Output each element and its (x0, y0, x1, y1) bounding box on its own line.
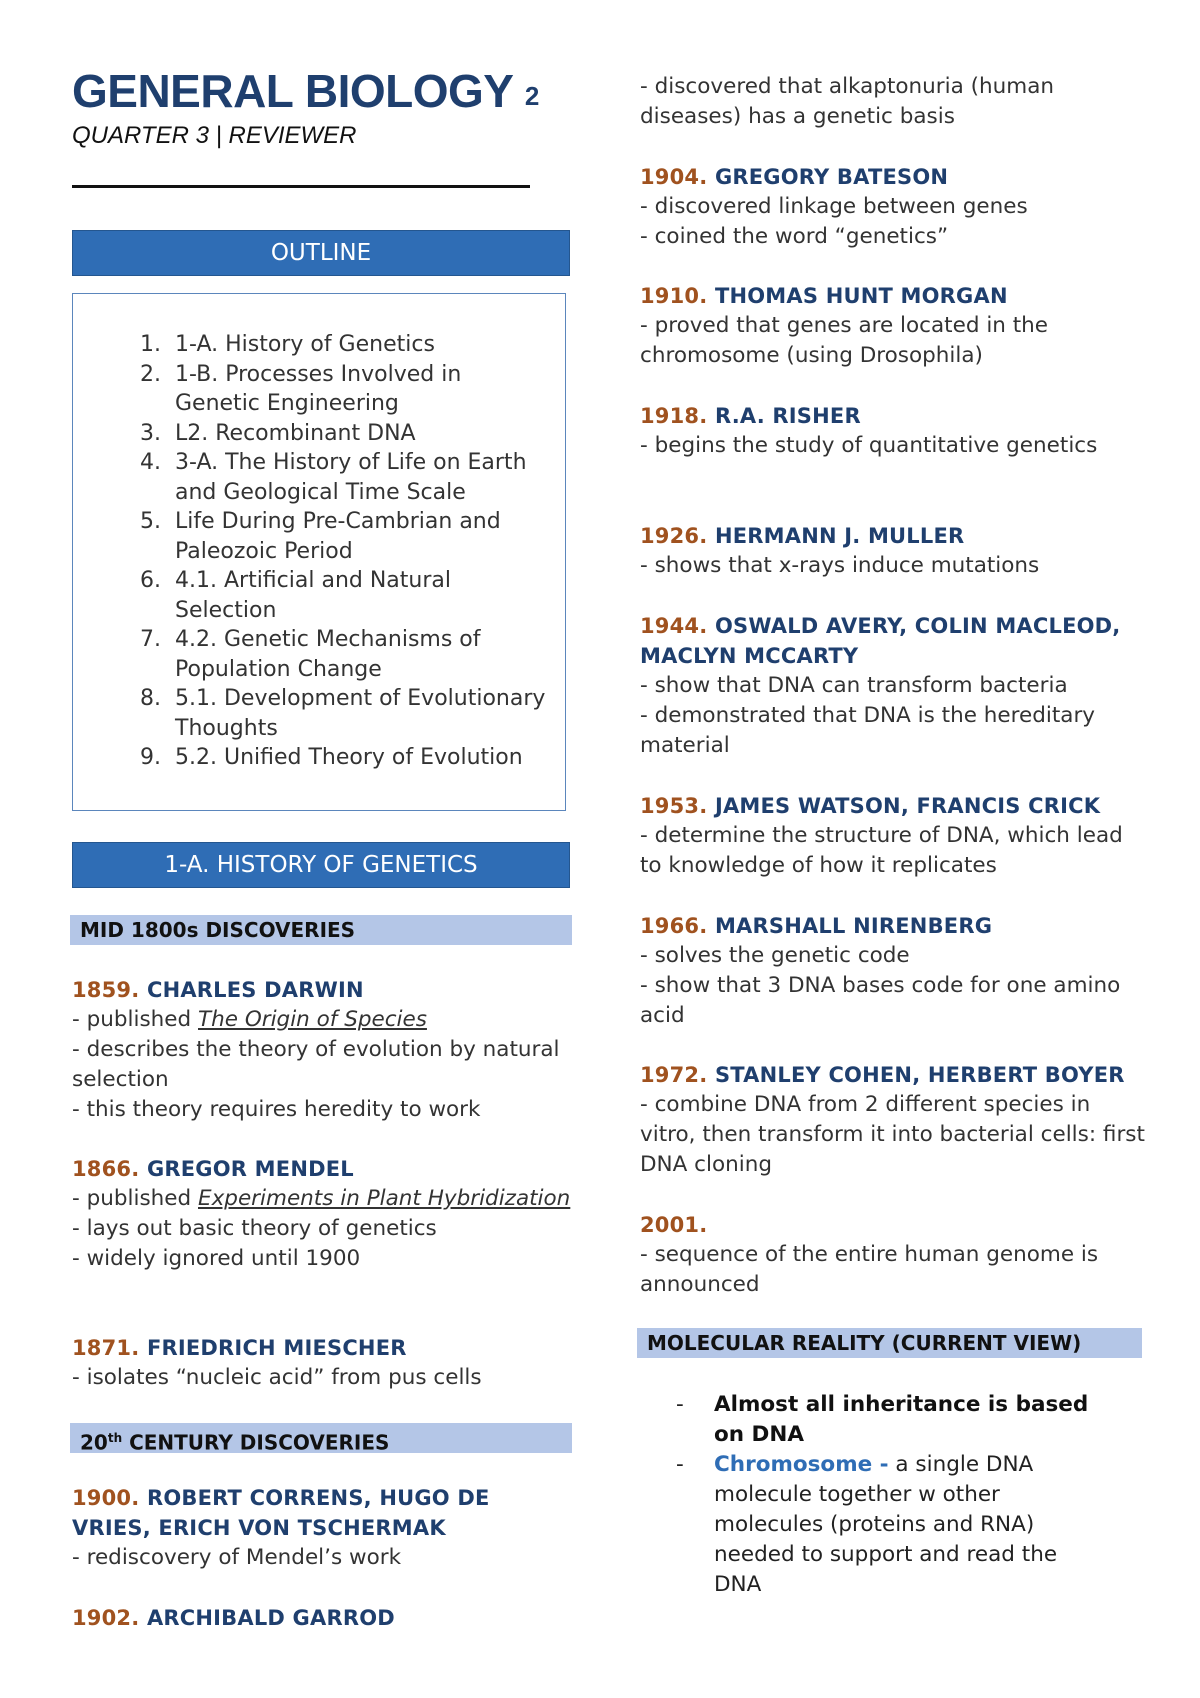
entry-1953: 1953. JAMES WATSON, FRANCIS CRICK - determine the structure of DNA, which lead to knowledge of how it replicates (640, 791, 1145, 881)
chromosome-term: Chromosome - (714, 1452, 889, 1477)
outline-item: 6. 4.1. Artificial and Natural Selection (140, 568, 451, 623)
entry-1900: 1900. ROBERT CORRENS, HUGO DE VRIES, ERICH VON TSCHERMAK - rediscovery of Mendel’s work (72, 1483, 572, 1573)
entry-1918: 1918. R.A. RISHER - begins the study of quantitative genetics (640, 401, 1145, 461)
entry-1859: 1859. CHARLES DARWIN - published The Origin of Species - describes the theory of evolution by natural selection - this theory requires heredity to work (72, 975, 572, 1125)
outline-item: 4. 3-A. The History of Life on Earth and Geological Time Scale (140, 450, 527, 505)
entry-1944: 1944. OSWALD AVERY, COLIN MACLEOD, MACLYN MCCARTY - show that DNA can transform bacteria - demonstrated that DNA is the hereditary material (640, 611, 1145, 761)
entry-heading: 1871. FRIEDRICH MIESCHER (72, 1336, 407, 1360)
molecular-reality-list (676, 1390, 1106, 1600)
entry-1902-heading (72, 1603, 572, 1633)
entry-1972: 1972. STANLEY COHEN, HERBERT BOYER - combine DNA from 2 different species in vitro, then transform it into bacterial cells: first DNA cloning (640, 1060, 1145, 1180)
book-title: Experiments in Plant Hybridization (198, 1186, 571, 1211)
entry-heading: 1972. STANLEY COHEN, HERBERT BOYER (640, 1063, 1125, 1087)
list-item: - Almost all inheritance is based on DNA (676, 1392, 1089, 1447)
outline-item: 1. 1-A. History of Genetics (140, 332, 435, 357)
entry-1904: 1904. GREGORY BATESON - discovered linkage between genes - coined the word “genetics” (640, 162, 1145, 252)
outline-item: 7. 4.2. Genetic Mechanisms of Population Change (140, 627, 481, 682)
page-title: GENERAL BIOLOGY 2 (72, 65, 539, 117)
entry-heading: 1910. THOMAS HUNT MORGAN (640, 284, 1008, 308)
entry-heading: 1918. R.A. RISHER (640, 404, 861, 428)
entry-1871: 1871. FRIEDRICH MIESCHER - isolates “nucleic acid” from pus cells (72, 1333, 572, 1393)
entry-heading: 1944. OSWALD AVERY, COLIN MACLEOD, MACLYN MCCARTY (640, 614, 1121, 668)
entry-heading: 1859. CHARLES DARWIN (72, 978, 364, 1002)
outline-item: 3. L2. Recombinant DNA (140, 420, 416, 446)
title-number: 2 (524, 81, 539, 111)
outline-list (73, 294, 565, 773)
outline-item: 5. Life During Pre-Cambrian and Paleozoic Period (140, 509, 501, 564)
entry-1866: 1866. GREGOR MENDEL - published Experiments in Plant Hybridization - lays out basic theory of genetics - widely ignored until 1900 (72, 1154, 572, 1274)
title-divider (72, 185, 530, 188)
list-item: - Chromosome - a single DNA molecule together w other molecules (proteins and RNA) needed to support and read the DNA (676, 1452, 1058, 1597)
entry-heading: 1926. HERMANN J. MULLER (640, 524, 965, 548)
outline-box (72, 293, 566, 811)
history-of-genetics-banner: 1-A. HISTORY OF GENETICS (72, 842, 570, 888)
entry-1910: 1910. THOMAS HUNT MORGAN - proved that genes are located in the chromosome (using Drosophila) (640, 281, 1145, 371)
entry-heading: 2001. (640, 1213, 708, 1237)
page-subtitle: QUARTER 3 | REVIEWER (72, 122, 357, 149)
outline-item: 9. 5.2. Unified Theory of Evolution (140, 745, 523, 770)
entry-1966: 1966. MARSHALL NIRENBERG - solves the genetic code - show that 3 DNA bases code for one amino acid (640, 911, 1145, 1031)
entry-2001: 2001. - sequence of the entire human genome is announced (640, 1210, 1145, 1300)
entry-1902-body: - discovered that alkaptonuria (human diseases) has a genetic basis (640, 74, 1055, 129)
mid-1800s-section-bar: MID 1800s DISCOVERIES (70, 915, 572, 945)
20th-century-section-bar: 20th CENTURY DISCOVERIES (70, 1423, 572, 1453)
entry-heading: 1900. ROBERT CORRENS, HUGO DE VRIES, ERICH VON TSCHERMAK (72, 1486, 490, 1540)
entry-heading: 1866. GREGOR MENDEL (72, 1157, 354, 1181)
molecular-reality-section-bar: MOLECULAR REALITY (CURRENT VIEW) (637, 1328, 1142, 1358)
entry-heading: 1902. ARCHIBALD GARROD (72, 1606, 395, 1630)
entry-heading: 1904. GREGORY BATESON (640, 165, 949, 189)
outline-banner: OUTLINE (72, 230, 570, 276)
entry-heading: 1953. JAMES WATSON, FRANCIS CRICK (640, 794, 1101, 818)
outline-item: 8. 5.1. Development of Evolutionary Thoughts (140, 686, 546, 741)
entry-heading: 1966. MARSHALL NIRENBERG (640, 914, 993, 938)
book-title: The Origin of Species (198, 1007, 427, 1032)
outline-item: 2. 1-B. Processes Involved in Genetic Engineering (140, 361, 462, 416)
entry-1926: 1926. HERMANN J. MULLER - shows that x-rays induce mutations (640, 521, 1145, 581)
